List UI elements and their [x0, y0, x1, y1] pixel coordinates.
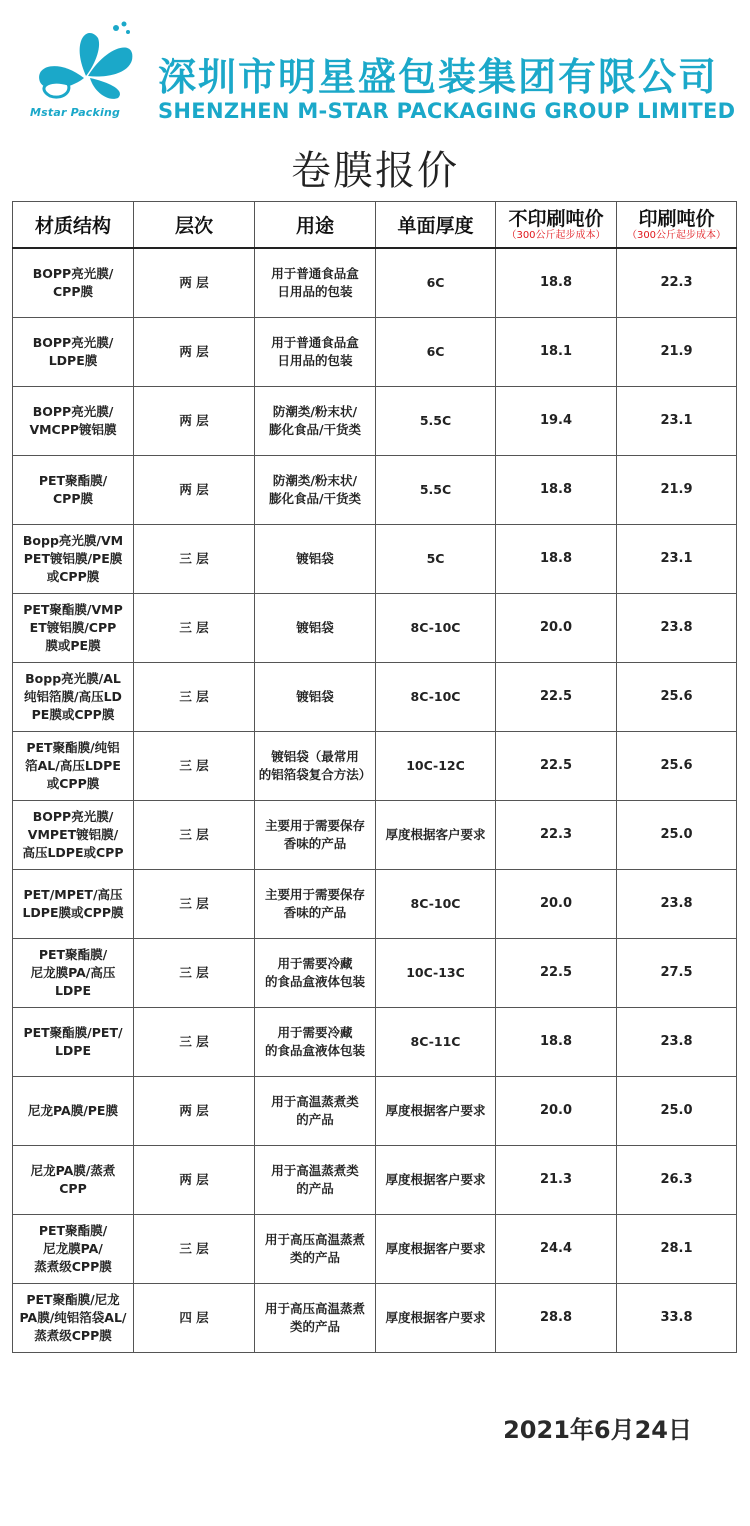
printed-price-cell: 23.1 — [617, 387, 737, 456]
butterfly-logo-icon — [28, 18, 148, 100]
layers-cell: 三 层 — [134, 1008, 255, 1077]
thickness-cell: 厚度根据客户要求 — [376, 1215, 496, 1284]
table-header-row — [13, 202, 737, 249]
usage-cell: 防潮类/粉末状/ 膨化食品/干货类 — [255, 456, 376, 525]
layers-cell: 两 层 — [134, 318, 255, 387]
brand-subtitle: Mstar Packing — [30, 106, 121, 119]
date-label: 2021年6月24日 — [503, 1416, 692, 1444]
unprinted-price-cell: 20.0 — [496, 594, 617, 663]
layers-cell: 两 层 — [134, 387, 255, 456]
usage-cell: 用于高温蒸煮类 的产品 — [255, 1077, 376, 1146]
unprinted-price-cell: 22.5 — [496, 939, 617, 1008]
thickness-cell: 6C — [376, 248, 496, 318]
unprinted-price-cell: 20.0 — [496, 1077, 617, 1146]
table-row — [13, 1284, 737, 1353]
table-row — [13, 939, 737, 1008]
column-header-material: 材质结构 — [13, 202, 134, 249]
printed-price-cell: 22.3 — [617, 248, 737, 318]
unprinted-price-cell: 20.0 — [496, 870, 617, 939]
unprinted-price-cell: 28.8 — [496, 1284, 617, 1353]
layers-cell: 两 层 — [134, 1146, 255, 1215]
material-cell: 尼龙PA膜/蒸煮 CPP — [13, 1146, 134, 1215]
usage-cell: 用于高压高温蒸煮 类的产品 — [255, 1284, 376, 1353]
unprinted-price-cell: 18.8 — [496, 1008, 617, 1077]
printed-price-cell: 23.8 — [617, 1008, 737, 1077]
unprinted-price-cell: 18.1 — [496, 318, 617, 387]
usage-cell: 镀铝袋 — [255, 525, 376, 594]
usage-cell: 用于需要冷藏 的食品盒液体包装 — [255, 939, 376, 1008]
layers-cell: 三 层 — [134, 1215, 255, 1284]
material-cell: BOPP亮光膜/ VMCPP镀铝膜 — [13, 387, 134, 456]
thickness-cell: 8C-10C — [376, 870, 496, 939]
printed-price-cell: 23.8 — [617, 594, 737, 663]
material-cell: PET聚酯膜/纯铝 箔AL/高压LDPE 或CPP膜 — [13, 732, 134, 801]
table-row — [13, 594, 737, 663]
material-cell: PET聚酯膜/PET/ LDPE — [13, 1008, 134, 1077]
usage-cell: 主要用于需要保存 香味的产品 — [255, 870, 376, 939]
material-cell: PET聚酯膜/VMP ET镀铝膜/CPP 膜或PE膜 — [13, 594, 134, 663]
usage-cell: 用于高温蒸煮类 的产品 — [255, 1146, 376, 1215]
table-row — [13, 1146, 737, 1215]
thickness-cell: 厚度根据客户要求 — [376, 1146, 496, 1215]
material-cell: 尼龙PA膜/PE膜 — [13, 1077, 134, 1146]
thickness-cell: 8C-11C — [376, 1008, 496, 1077]
column-header-layers: 层次 — [134, 202, 255, 249]
material-cell: BOPP亮光膜/ CPP膜 — [13, 248, 134, 318]
unprinted-price-cell: 18.8 — [496, 456, 617, 525]
unprinted-price-label: 不印刷吨价 — [508, 207, 604, 230]
thickness-cell: 10C-13C — [376, 939, 496, 1008]
thickness-cell: 6C — [376, 318, 496, 387]
printed-price-cell: 21.9 — [617, 318, 737, 387]
company-header — [0, 0, 750, 135]
thickness-cell: 10C-12C — [376, 732, 496, 801]
unprinted-price-note: （300公斤起步成本） — [506, 229, 606, 241]
material-cell: BOPP亮光膜/ VMPET镀铝膜/ 高压LDPE或CPP — [13, 801, 134, 870]
printed-price-cell: 25.0 — [617, 1077, 737, 1146]
layers-cell: 三 层 — [134, 663, 255, 732]
table-row — [13, 248, 737, 318]
thickness-cell: 厚度根据客户要求 — [376, 801, 496, 870]
material-cell: PET聚酯膜/ 尼龙膜PA/ 蒸煮级CPP膜 — [13, 1215, 134, 1284]
table-row — [13, 525, 737, 594]
material-cell: PET聚酯膜/尼龙 PA膜/纯铝箔袋AL/ 蒸煮级CPP膜 — [13, 1284, 134, 1353]
layers-cell: 三 层 — [134, 801, 255, 870]
layers-cell: 两 层 — [134, 248, 255, 318]
column-header-thickness: 单面厚度 — [376, 202, 496, 249]
layers-cell: 两 层 — [134, 456, 255, 525]
printed-price-cell: 27.5 — [617, 939, 737, 1008]
unprinted-price-cell: 22.3 — [496, 801, 617, 870]
usage-cell: 镀铝袋 — [255, 663, 376, 732]
printed-price-label: 印刷吨价 — [638, 207, 715, 230]
printed-price-cell: 26.3 — [617, 1146, 737, 1215]
usage-cell: 用于需要冷藏 的食品盒液体包装 — [255, 1008, 376, 1077]
table-row — [13, 870, 737, 939]
table-row — [13, 1215, 737, 1284]
printed-price-cell: 25.6 — [617, 663, 737, 732]
printed-price-note: （300公斤起步成本） — [626, 229, 727, 241]
printed-price-cell: 25.6 — [617, 732, 737, 801]
unprinted-price-cell: 22.5 — [496, 732, 617, 801]
column-header-unprinted-price — [496, 202, 617, 249]
unprinted-price-cell: 19.4 — [496, 387, 617, 456]
material-cell: PET聚酯膜/ 尼龙膜PA/高压 LDPE — [13, 939, 134, 1008]
thickness-cell: 8C-10C — [376, 663, 496, 732]
printed-price-cell: 33.8 — [617, 1284, 737, 1353]
usage-cell: 用于普通食品盒 日用品的包装 — [255, 318, 376, 387]
material-cell: PET聚酯膜/ CPP膜 — [13, 456, 134, 525]
layers-cell: 三 层 — [134, 525, 255, 594]
thickness-cell: 8C-10C — [376, 594, 496, 663]
company-name-en: SHENZHEN M-STAR PACKAGING GROUP LIMITED — [158, 99, 736, 123]
printed-price-cell: 25.0 — [617, 801, 737, 870]
table-row — [13, 801, 737, 870]
usage-cell: 镀铝袋（最常用 的铝箔袋复合方法） — [255, 732, 376, 801]
layers-cell: 三 层 — [134, 732, 255, 801]
unprinted-price-cell: 18.8 — [496, 525, 617, 594]
usage-cell: 镀铝袋 — [255, 594, 376, 663]
thickness-cell: 厚度根据客户要求 — [376, 1077, 496, 1146]
layers-cell: 两 层 — [134, 1077, 255, 1146]
usage-cell: 用于高压高温蒸煮 类的产品 — [255, 1215, 376, 1284]
table-row — [13, 663, 737, 732]
unprinted-price-cell: 24.4 — [496, 1215, 617, 1284]
printed-price-cell: 28.1 — [617, 1215, 737, 1284]
material-cell: PET/MPET/高压 LDPE膜或CPP膜 — [13, 870, 134, 939]
printed-price-cell: 23.8 — [617, 870, 737, 939]
column-header-usage: 用途 — [255, 202, 376, 249]
usage-cell: 用于普通食品盒 日用品的包装 — [255, 248, 376, 318]
thickness-cell: 厚度根据客户要求 — [376, 1284, 496, 1353]
unprinted-price-cell: 18.8 — [496, 248, 617, 318]
layers-cell: 四 层 — [134, 1284, 255, 1353]
thickness-cell: 5.5C — [376, 387, 496, 456]
page-title: 卷膜报价 — [291, 148, 459, 194]
table-row — [13, 1077, 737, 1146]
layers-cell: 三 层 — [134, 594, 255, 663]
table-row — [13, 318, 737, 387]
unprinted-price-cell: 22.5 — [496, 663, 617, 732]
price-table — [12, 201, 737, 1353]
thickness-cell: 5C — [376, 525, 496, 594]
usage-cell: 防潮类/粉末状/ 膨化食品/干货类 — [255, 387, 376, 456]
material-cell: BOPP亮光膜/ LDPE膜 — [13, 318, 134, 387]
printed-price-cell: 21.9 — [617, 456, 737, 525]
table-row — [13, 1008, 737, 1077]
layers-cell: 三 层 — [134, 870, 255, 939]
printed-price-cell: 23.1 — [617, 525, 737, 594]
table-row — [13, 387, 737, 456]
usage-cell: 主要用于需要保存 香味的产品 — [255, 801, 376, 870]
thickness-cell: 5.5C — [376, 456, 496, 525]
layers-cell: 三 层 — [134, 939, 255, 1008]
unprinted-price-cell: 21.3 — [496, 1146, 617, 1215]
material-cell: Bopp亮光膜/VM PET镀铝膜/PE膜 或CPP膜 — [13, 525, 134, 594]
table-row — [13, 456, 737, 525]
table-row — [13, 732, 737, 801]
material-cell: Bopp亮光膜/AL 纯铝箔膜/高压LD PE膜或CPP膜 — [13, 663, 134, 732]
company-name-cn: 深圳市明星盛包装集团有限公司 — [158, 55, 719, 99]
column-header-printed-price — [617, 202, 737, 249]
